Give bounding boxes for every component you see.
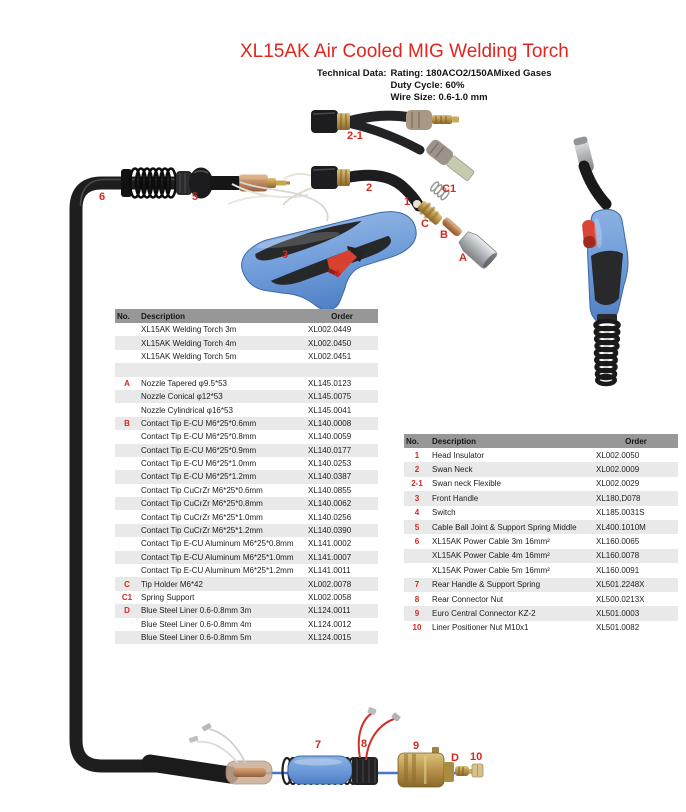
part-description: Euro Central Connector KZ-2 <box>432 608 536 618</box>
part-description: Switch <box>432 508 456 518</box>
callout-head-insulator: 1 <box>404 196 411 208</box>
column-header-order: Order <box>594 434 678 448</box>
part-order-code: XL124.0015 <box>308 633 352 643</box>
table-row <box>115 631 378 644</box>
part-no <box>115 323 139 336</box>
table-row <box>115 537 378 550</box>
part-order-code: XL160.0065 <box>596 537 640 547</box>
part-order-code: XL501.0003 <box>596 608 640 618</box>
column-header-description: Description <box>430 434 594 448</box>
part-no: 6 <box>414 537 420 547</box>
part-description: Contact Tip E-CU M6*25*0.8mm <box>141 432 257 442</box>
swan-neck-illustration <box>283 166 421 208</box>
callout-contact-tip: B <box>440 229 448 241</box>
part-order-code: XL140.0062 <box>308 499 352 509</box>
part-description: Contact Tip CuCrZr M6*25*1.2mm <box>141 526 263 536</box>
part-order-code: XL002.0451 <box>308 351 352 361</box>
part-no <box>115 524 139 537</box>
part-no <box>115 497 139 510</box>
table-row <box>404 462 678 476</box>
table-row <box>115 377 378 390</box>
page-title: XL15AK Air Cooled MIG Welding Torch <box>240 41 569 62</box>
part-order-code: XL140.0177 <box>308 445 352 455</box>
part-description <box>139 363 306 376</box>
table-row <box>115 417 378 430</box>
table-row <box>115 577 378 590</box>
table-row <box>404 520 678 534</box>
part-description: Spring Support <box>141 593 195 602</box>
part-description: Blue Steel Liner 0.6-0.8mm 3m <box>141 606 252 616</box>
part-order-code: XL124.0011 <box>308 606 351 616</box>
part-order-code: XL002.0058 <box>308 593 352 602</box>
part-no <box>115 564 139 577</box>
part-no: C1 <box>121 593 133 602</box>
part-order-code: XL180,D078 <box>596 493 641 503</box>
part-description: Rear Handle & Support Spring <box>432 580 541 590</box>
part-description: Contact Tip CuCrZr M6*25*0.8mm <box>141 499 263 509</box>
part-description: Blue Steel Liner 0.6-0.8mm 5m <box>141 633 252 643</box>
column-header-no: No. <box>404 434 430 448</box>
part-order-code: XL140.0855 <box>308 485 352 495</box>
part-no <box>115 510 139 523</box>
callout-liner-positioner-nut: 10 <box>470 751 483 763</box>
table-row <box>115 497 378 510</box>
part-order-code: XL500.0213X <box>596 594 645 604</box>
part-no <box>115 444 139 457</box>
table-row <box>115 484 378 497</box>
part-no: 3 <box>414 493 420 503</box>
part-no <box>115 537 139 550</box>
part-order-code <box>306 363 378 376</box>
part-description: Contact Tip E-CU Aluminum M6*25*1.0mm <box>141 552 294 562</box>
part-no <box>404 549 430 563</box>
parts-table-components <box>404 434 678 635</box>
part-order-code: XL145.0041 <box>308 405 352 415</box>
part-order-code: XL501.2248X <box>596 580 645 590</box>
callout-ball-joint: 5 <box>192 191 199 203</box>
column-header-description: Description <box>139 309 306 323</box>
part-order-code: XL140.0256 <box>308 512 352 522</box>
table-row <box>115 430 378 443</box>
part-description: Contact Tip E-CU Aluminum M6*25*0.8mm <box>141 539 294 549</box>
table-row <box>115 403 378 416</box>
table-row <box>115 336 378 349</box>
part-no: D <box>124 606 130 616</box>
part-description: Swan Neck <box>432 465 473 475</box>
part-order-code: XL140.0008 <box>308 418 352 428</box>
table-row <box>115 551 378 564</box>
part-no <box>115 363 139 376</box>
part-no: 2 <box>414 465 420 475</box>
wire-size-line: Wire Size: 0.6-1.0 mm <box>390 92 488 103</box>
part-order-code: XL160.0078 <box>596 551 640 561</box>
table-row <box>115 604 378 617</box>
table-row <box>115 510 378 523</box>
part-description: Contact Tip E-CU M6*25*1.2mm <box>141 472 257 482</box>
part-no <box>115 470 139 483</box>
table-row <box>115 457 378 470</box>
duty-cycle-line: Duty Cycle: 60% <box>390 80 465 91</box>
part-description: XL15AK Power Cable 3m 16mm² <box>432 537 550 547</box>
part-order-code: XL002.0009 <box>596 465 640 475</box>
part-order-code: XL140.0059 <box>308 432 352 442</box>
part-order-code: XL400.1010M <box>596 522 646 532</box>
part-description: XL15AK Welding Torch 4m <box>141 338 237 348</box>
technical-data-label: Technical Data: <box>317 68 387 79</box>
part-order-code: XL124.0012 <box>308 619 352 629</box>
part-no: 7 <box>414 580 420 590</box>
part-order-code: XL141.0007 <box>308 552 352 562</box>
part-no <box>115 403 139 416</box>
callout-swan-neck-flexible: 2-1 <box>347 130 363 142</box>
part-no <box>115 631 139 644</box>
column-header-order: Order <box>306 309 378 323</box>
callout-power-cable: 6 <box>99 191 106 203</box>
part-no: C <box>124 579 130 589</box>
table-row <box>404 549 678 563</box>
callout-swan-neck: 2 <box>366 182 373 194</box>
part-description: XL15AK Welding Torch 3m <box>141 325 237 335</box>
part-no <box>115 336 139 349</box>
table-row <box>404 506 678 520</box>
part-order-code: XL140.0253 <box>308 459 352 469</box>
table-row <box>115 444 378 457</box>
table-row <box>404 534 678 548</box>
part-no <box>115 551 139 564</box>
part-order-code: XL501.0082 <box>596 623 640 633</box>
part-description: Liner Positioner Nut M10x1 <box>432 623 529 633</box>
part-order-code: XL141.0011 <box>308 566 351 576</box>
part-description: Contact Tip E-CU M6*25*0.9mm <box>141 445 257 455</box>
part-description: Contact Tip E-CU M6*25*1.0mm <box>141 459 257 469</box>
part-order-code: XL145.0075 <box>308 392 352 402</box>
part-description: Contact Tip E-CU Aluminum M6*25*1.2mm <box>141 566 294 576</box>
table-header-row <box>404 434 678 448</box>
part-order-code: XL160.0091 <box>596 565 640 575</box>
part-description: Rear Connector Nut <box>432 594 504 604</box>
front-handle-illustration <box>237 207 426 322</box>
part-no: B <box>124 418 130 428</box>
table-row <box>115 390 378 403</box>
part-no: 1 <box>414 450 420 460</box>
part-description: Front Handle <box>432 493 479 503</box>
part-no: 4 <box>414 508 420 518</box>
assembled-torch-illustration <box>573 136 628 384</box>
part-no <box>115 430 139 443</box>
part-description: Cable Ball Joint & Support Spring Middle <box>432 522 577 532</box>
part-description: XL15AK Welding Torch 5m <box>141 351 237 361</box>
part-order-code: XL002.0050 <box>596 450 640 460</box>
part-order-code: XL185.0031S <box>596 508 645 518</box>
table-row <box>115 524 378 537</box>
part-no <box>115 618 139 631</box>
callout-tip-holder: C <box>421 218 429 230</box>
table-row <box>115 363 378 376</box>
part-description: XL15AK Power Cable 5m 16mm² <box>432 565 550 575</box>
part-no: 10 <box>412 623 422 633</box>
part-no: 5 <box>414 522 420 532</box>
table-row <box>115 618 378 631</box>
table-row <box>404 606 678 620</box>
callout-rear-connector-nut: 8 <box>361 738 368 750</box>
table-row <box>404 563 678 577</box>
part-order-code: XL140.0390 <box>308 526 352 536</box>
table-row <box>404 578 678 592</box>
part-no: 8 <box>414 594 420 604</box>
column-header-no: No. <box>115 309 139 323</box>
table-row <box>115 350 378 363</box>
part-order-code: XL002.0078 <box>308 579 352 589</box>
rating-line: Rating: 180ACO2/150AMixed Gases <box>390 68 552 79</box>
callout-nozzle: A <box>459 252 467 264</box>
part-order-code: XL002.0450 <box>308 338 352 348</box>
part-order-code: XL140.0387 <box>308 472 352 482</box>
table-row <box>404 491 678 505</box>
table-row <box>115 470 378 483</box>
callout-switch: 4 <box>334 268 341 280</box>
part-no <box>404 563 430 577</box>
callout-euro-connector: 9 <box>413 740 420 752</box>
part-description: Tip Holder M6*42 <box>141 579 203 589</box>
part-no: 2-1 <box>411 479 423 489</box>
part-description: Contact Tip E-CU M6*25*0.6mm <box>141 418 257 428</box>
table-row <box>115 564 378 577</box>
table-row <box>404 477 678 491</box>
part-order-code: XL145.0123 <box>308 378 352 388</box>
callout-spring-support: C1 <box>442 183 457 195</box>
technical-data <box>317 68 552 104</box>
part-description: Nozzle Cylindrical φ16*53 <box>141 405 233 415</box>
part-no <box>115 484 139 497</box>
table-row <box>115 591 378 604</box>
part-order-code: XL141.0002 <box>308 539 352 549</box>
part-description: XL15AK Power Cable 4m 16mm² <box>432 551 550 561</box>
part-description: Contact Tip CuCrZr M6*25*0.6mm <box>141 485 263 495</box>
part-description: Nozzle Conical φ12*53 <box>141 392 223 402</box>
part-no: 9 <box>414 608 420 618</box>
part-description: Contact Tip CuCrZr M6*25*1.0mm <box>141 512 263 522</box>
callout-rear-handle: 7 <box>315 739 322 751</box>
part-no <box>115 350 139 363</box>
part-description: Blue Steel Liner 0.6-0.8mm 4m <box>141 619 252 629</box>
part-order-code: XL002.0449 <box>308 325 352 335</box>
table-row <box>404 621 678 635</box>
table-row <box>404 592 678 606</box>
part-no <box>115 457 139 470</box>
part-description: Swan neck Flexible <box>432 479 501 489</box>
table-row <box>115 323 378 336</box>
part-description: Head Insulator <box>432 450 485 460</box>
part-order-code: XL002.0029 <box>596 479 640 489</box>
table-row <box>404 448 678 462</box>
callout-front-handle: 3 <box>282 249 289 261</box>
callout-liner: D <box>451 752 459 764</box>
part-description: Nozzle Tapered φ9.5*53 <box>141 378 227 388</box>
part-no <box>115 390 139 403</box>
part-no: A <box>124 378 130 388</box>
table-header-row <box>115 309 378 323</box>
parts-table-consumables <box>115 309 378 644</box>
